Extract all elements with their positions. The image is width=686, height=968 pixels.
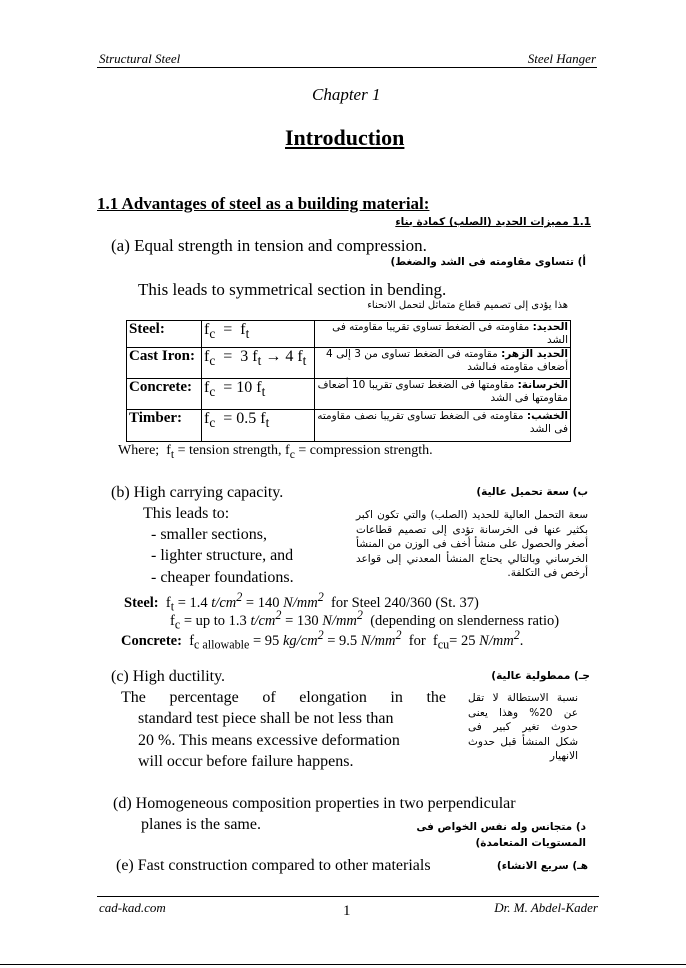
material-description-ar: الخرسانة: مقاومتها فى الضغط تساوى تقريبا 10 أضعاف مقاومتها فى الشد	[315, 379, 571, 410]
item-b-title-ar: ب) سعة تحميل عالية)	[476, 486, 588, 498]
list-item: - smaller sections,	[151, 526, 267, 543]
footer-rule	[97, 896, 599, 897]
concrete-allowable-line: Concrete: $f_{c allowable} = 95$ $kg/cm^2 = 9.5$ $N/mm^2$ for $f_{cu}= 25$ $N/mm^2$.	[121, 628, 524, 652]
where-note: Where; $f_t$ = tension strength, $f_c$ = compression strength.	[118, 443, 433, 461]
item-d-title-ar: د) متجانس وله نفس الخواص فى المستويات المتعامدة)	[416, 821, 586, 849]
material-description-ar: الحديد: مقاومته فى الضغط تساوى تقريبا مقاومته فى الشد	[315, 321, 571, 348]
item-c-line: standard test piece shall be not less than	[138, 710, 394, 727]
item-d-title-cont: planes is the same.	[141, 816, 261, 833]
list-item: - cheaper foundations.	[151, 569, 294, 586]
header-rule	[97, 67, 597, 68]
material-name: Timber:	[127, 410, 202, 442]
item-a-lead: This leads to symmetrical section in bending.	[138, 280, 447, 299]
steel-allowable-line-2: $f_c$ = up to 1.3 $t/cm^2 = 130$ $N/mm^2$ (depending on slenderness ratio)	[170, 608, 560, 632]
item-b-leads: This leads to:	[143, 505, 230, 522]
item-c-title-ar: جـ) ممطولية عالية)	[491, 670, 590, 682]
item-d-title: (d) Homogeneous composition properties in two perpendicular	[113, 795, 516, 812]
item-a-title-ar: أ) تتساوى مقاومته فى الشد والضغط)	[390, 256, 586, 268]
item-c-line: The percentage of elongation in the	[121, 689, 446, 706]
item-e-title: (e) Fast construction compared to other materials	[116, 857, 431, 874]
item-b-title: (b) High carrying capacity.	[111, 484, 284, 501]
footer-left: cad-kad.com	[99, 900, 166, 915]
material-name: Concrete:	[127, 379, 202, 410]
item-b-paragraph-ar: سعة التحمل العالية للحديد (الصلب) والتي تكون اكبر بكثير عنها فى الخرسانة تؤدى إلى تصميم قطاعات أصغر والحصول على منشأ أخف فى الوزن من المنشأ الخرساني وبالتالي يحتاج المنشأ المعدني إلى قواعد أرخص فى التكلفة.	[356, 509, 588, 579]
item-c-title: (c) High ductility.	[111, 668, 226, 685]
strength-formula: $f_c = 3$ $f_t \to 4$ $f_t$	[202, 348, 315, 379]
material-description-ar: الخشب: مقاومته فى الضغط تساوى تقريبا نصف مقاومته فى الشد	[315, 410, 571, 442]
header-right: Steel Hanger	[527, 51, 596, 66]
chapter-label: Chapter 1	[312, 85, 381, 104]
item-c-paragraph-ar: نسبة الاستطالة لا تقل عن 20% وهذا يعنى حدوث تغير كبير فى شكل المنشأ قبل حدوث الانهيار	[468, 692, 578, 762]
strength-formula: $f_c = f_t$	[202, 321, 315, 348]
footer-right: Dr. M. Abdel-Kader	[494, 900, 598, 915]
steel-allowable-line-1: Steel: $f_t = 1.4$ $t/cm^2 = 140$ $N/mm^2$ for Steel 240/360 (St. 37)	[124, 590, 479, 614]
header-left: Structural Steel	[99, 51, 181, 66]
strength-formula: $f_c = 10$ $f_t$	[202, 379, 315, 410]
material-name: Steel:	[127, 321, 202, 348]
page-bottom-edge	[0, 964, 686, 965]
item-c-line: 20 %. This means excessive deformation	[138, 732, 400, 749]
page-number: 1	[343, 903, 351, 919]
item-c-line: will occur before failure happens.	[138, 753, 354, 770]
item-e-title-ar: هـ) سريع الانشاء)	[496, 860, 588, 872]
item-a-title: (a) Equal strength in tension and compression.	[111, 236, 427, 255]
list-item: - lighter structure, and	[151, 547, 294, 564]
page-title: Introduction	[285, 125, 405, 150]
table-row	[127, 321, 571, 348]
table-row	[127, 410, 571, 442]
section-heading-ar: 1.1 مميزات الحديد (الصلب) كمادة بناء	[395, 216, 591, 228]
table-row	[127, 379, 571, 410]
item-a-lead-ar: هذا يؤدى إلى تصميم قطاع متماثل لتحمل الانحناء	[367, 300, 568, 311]
strength-formula: $f_c = 0.5$ $f_t$	[202, 410, 315, 442]
table-row	[127, 348, 571, 379]
material-name: Cast Iron:	[127, 348, 202, 379]
section-heading: 1.1 Advantages of steel as a building material:	[97, 194, 430, 213]
strength-comparison-table	[126, 320, 571, 442]
material-description-ar: الحديد الزهر: مقاومته فى الضغط تساوى من 3 إلى 4 أضعاف مقاومته فىالشد	[315, 348, 571, 379]
